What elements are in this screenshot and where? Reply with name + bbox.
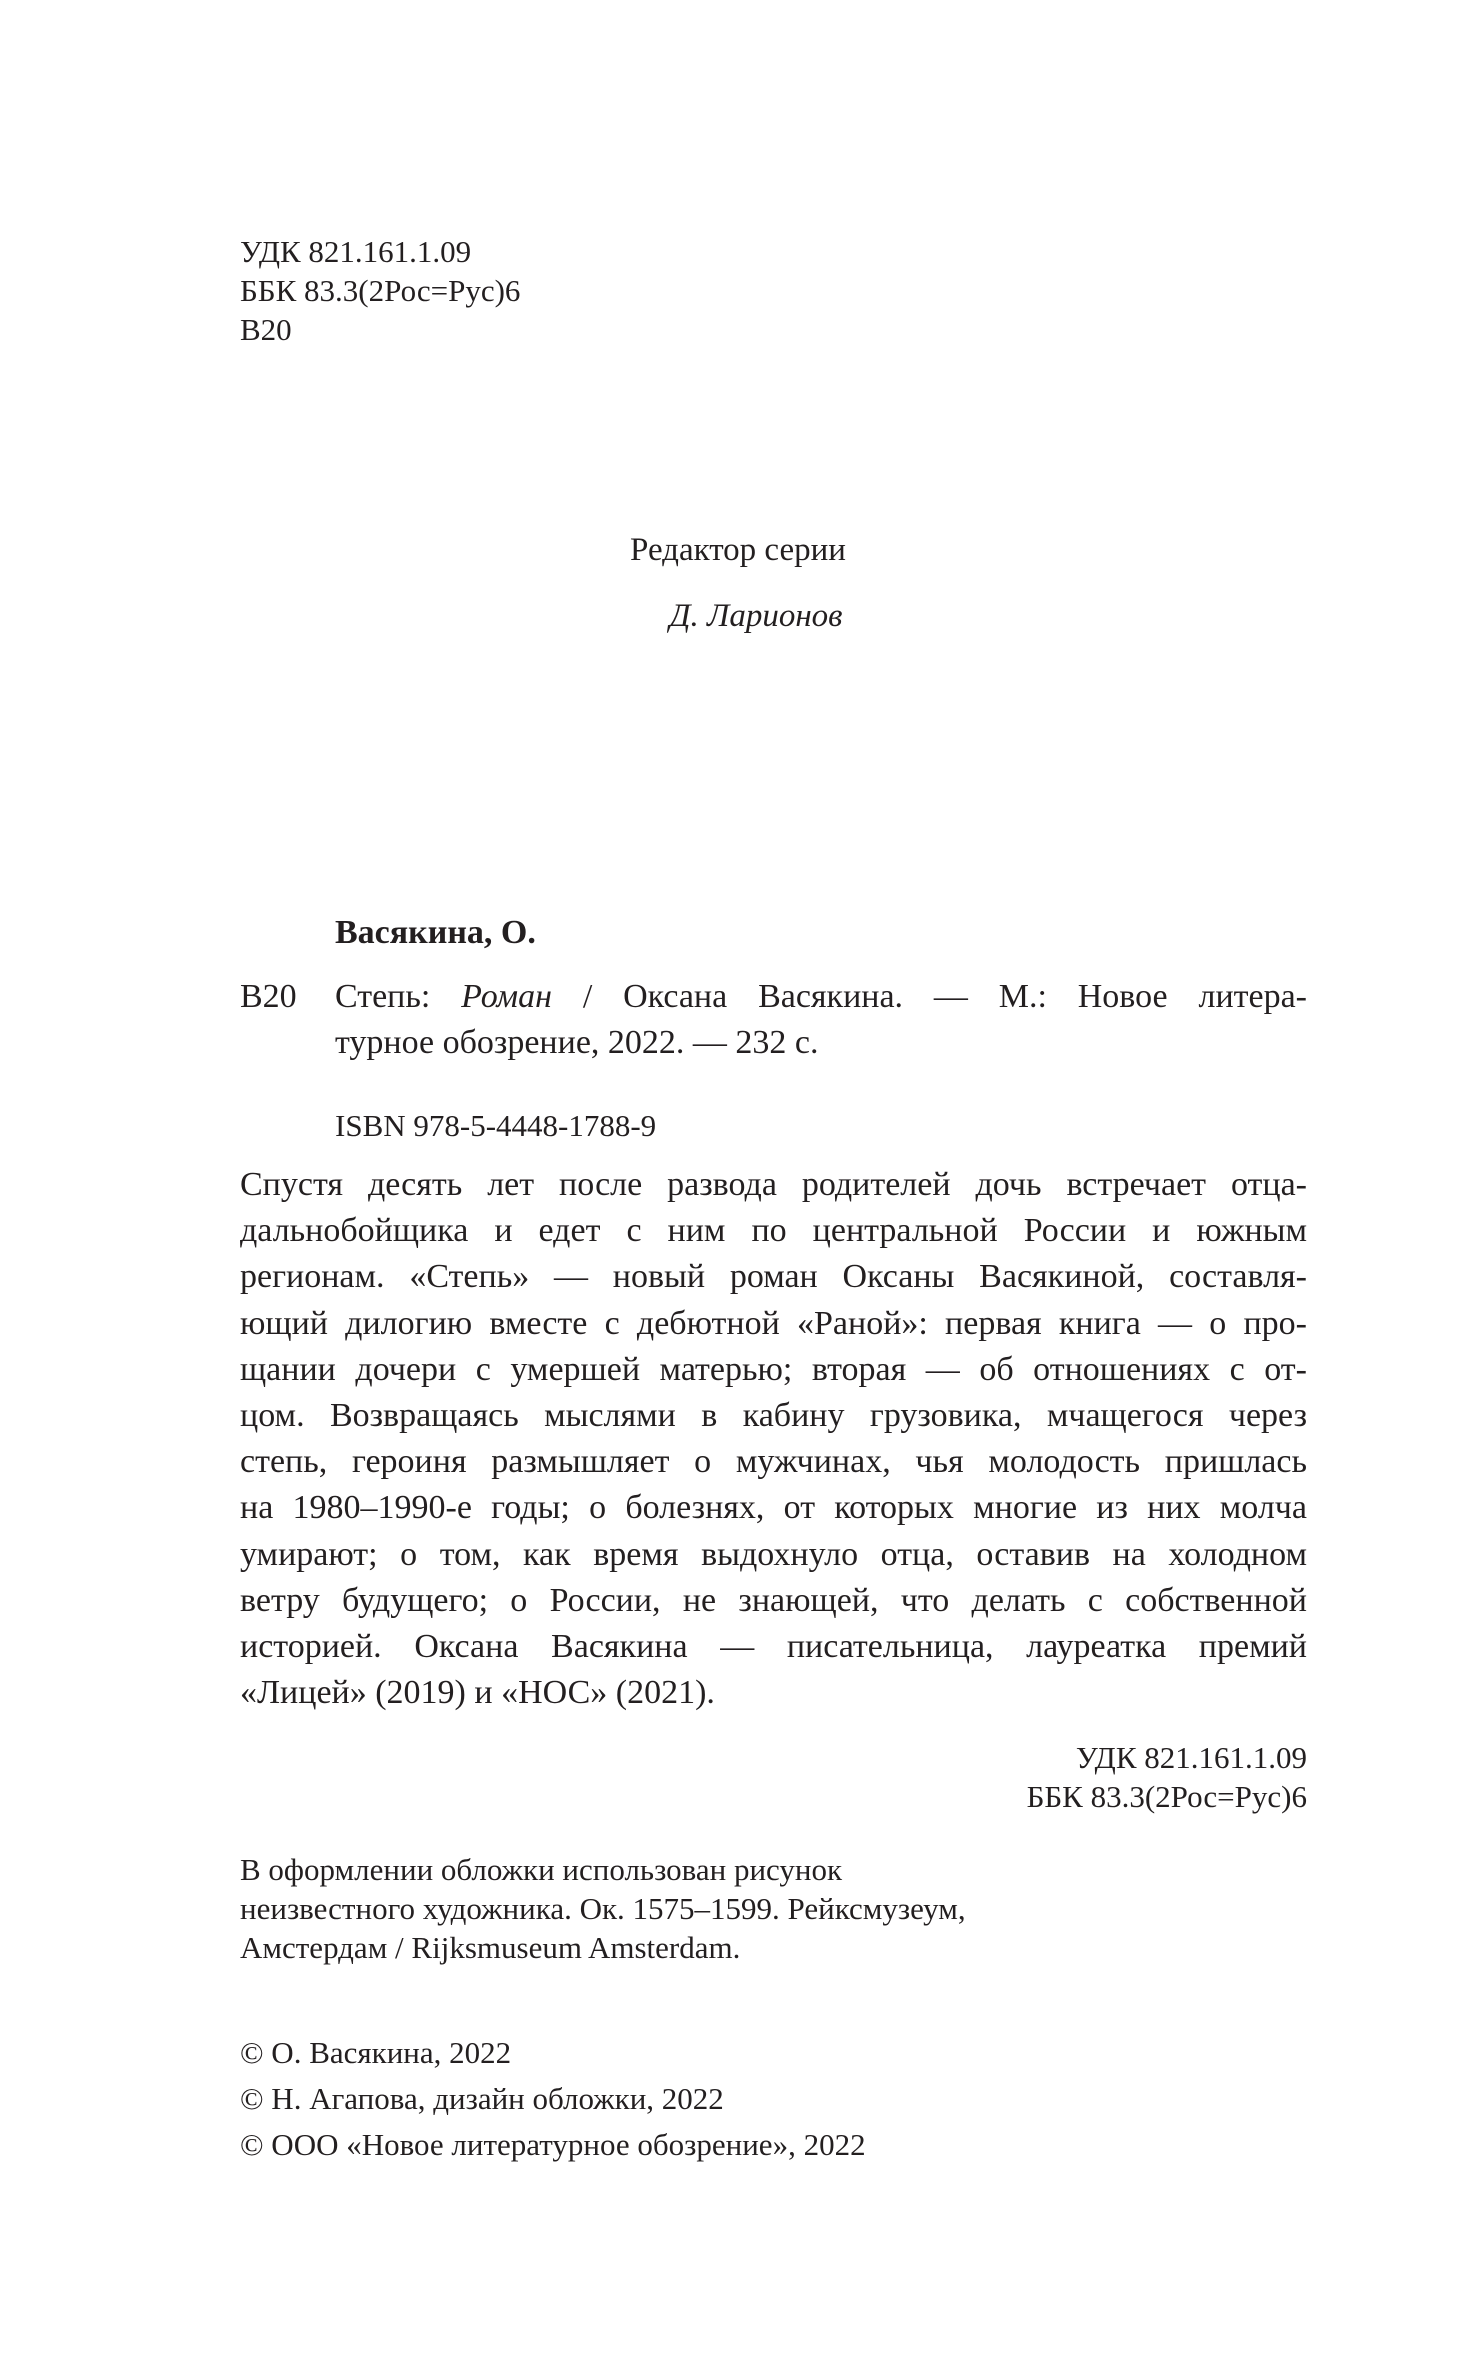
author-heading: Васякина, О. xyxy=(335,914,536,951)
series-editor-label: Редактор серии xyxy=(630,532,846,568)
annotation-line: умирают; о том, как время выдохнуло отца, оставив на холодном xyxy=(240,1535,1307,1573)
series-editor-name: Д. Ларионов xyxy=(669,598,843,634)
bibliographic-line-2: турное обозрение, 2022. — 232 с. xyxy=(335,1024,819,1061)
bibliographic-line-1 xyxy=(335,974,1307,1020)
udk-code: УДК 821.161.1.09 xyxy=(240,234,472,269)
bibliographic-description xyxy=(335,974,1307,1066)
annotation-line: историей. Оксана Васякина — писательница, лауреатка премий xyxy=(240,1627,1307,1665)
copyright-line: © Н. Агапова, дизайн обложки, 2022 xyxy=(240,2081,724,2116)
annotation-line: на 1980–1990-е годы; о болезнях, от которых многие из них молча xyxy=(240,1489,1307,1527)
annotation-line: цом. Возвращаясь мыслями в кабину грузовика, мчащегося через xyxy=(240,1396,1307,1434)
cover-note-line: В оформлении обложки использован рисунок xyxy=(240,1852,843,1887)
annotation-line: ветру будущего; о России, не знающей, что делать с собственной xyxy=(240,1581,1307,1619)
annotation-line: регионам. «Степь» — новый роман Оксаны Васякиной, составля- xyxy=(240,1258,1307,1296)
book-genre: Роман xyxy=(461,978,552,1015)
annotation-line: Спустя десять лет после развода родителей дочь встречает отца- xyxy=(240,1166,1307,1203)
classification-block xyxy=(240,232,520,349)
annotation-line: ющий дилогию вместе с дебютной «Раной»: первая книга — о про- xyxy=(240,1304,1307,1342)
copyright-block xyxy=(240,2030,866,2168)
copyright-line: © ООО «Новое литературное обозрение», 2022 xyxy=(240,2127,866,2162)
responsibility-statement: / Оксана Васякина. — М.: Новое литера- xyxy=(582,978,1308,1015)
cover-credit-note xyxy=(240,1850,966,1967)
series-editor-block xyxy=(0,530,1476,636)
bottom-bbk-code: ББК 83.3(2Рос=Рус)6 xyxy=(1026,1779,1307,1814)
bbk-code: ББК 83.3(2Рос=Рус)6 xyxy=(240,273,521,308)
annotation-line: щании дочери с умершей матерью; вторая — об отношениях с от- xyxy=(240,1350,1307,1388)
catalog-author-sign: В20 xyxy=(240,978,297,1015)
isbn: ISBN 978-5-4448-1788-9 xyxy=(335,1108,657,1143)
annotation-line: дальнобойщика и едет с ним по центральной России и южным xyxy=(240,1212,1307,1250)
annotation xyxy=(240,1162,1307,1716)
author-sign: В20 xyxy=(240,312,292,347)
copyright-line: © О. Васякина, 2022 xyxy=(240,2035,512,2070)
annotation-line: степь, героиня размышляет о мужчинах, чья молодость пришлась xyxy=(240,1443,1307,1481)
bottom-udk-code: УДК 821.161.1.09 xyxy=(1075,1740,1307,1775)
annotation-line: «Лицей» (2019) и «НОС» (2021). xyxy=(240,1674,715,1712)
bottom-classification-block xyxy=(1000,1738,1307,1816)
cover-note-line: неизвестного художника. Ок. 1575–1599. Рейксмузеум, xyxy=(240,1891,966,1926)
book-title: Степь: xyxy=(335,978,431,1015)
cover-note-line: Амстердам / Rijksmuseum Amsterdam. xyxy=(240,1930,741,1965)
